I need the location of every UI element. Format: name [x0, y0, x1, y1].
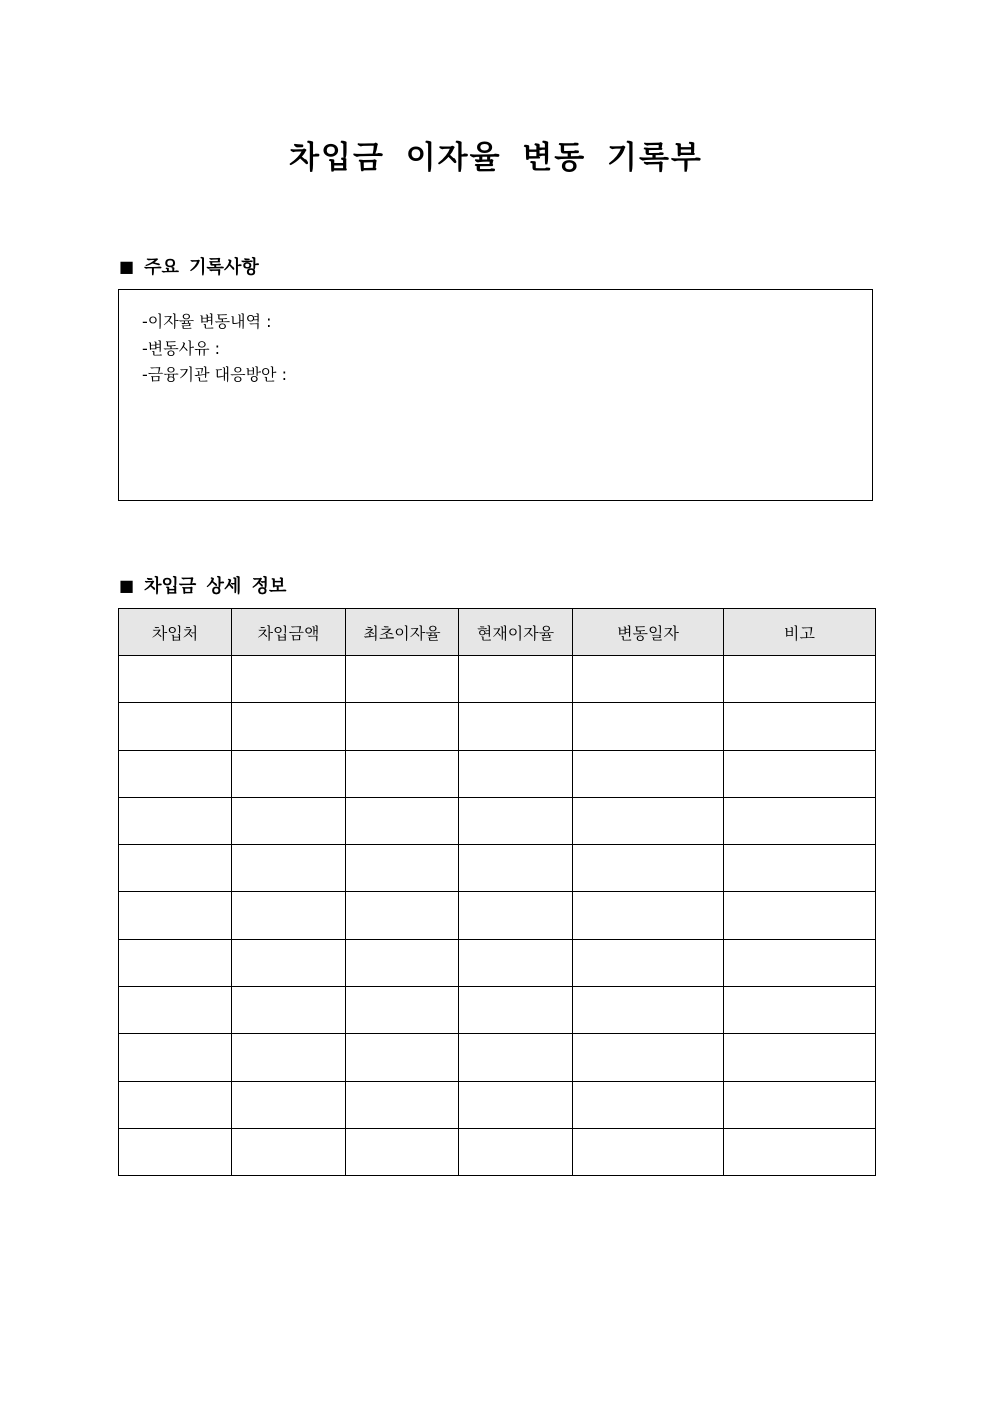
- table-cell-change-date[interactable]: [573, 845, 724, 892]
- table-cell-change-date[interactable]: [573, 1081, 724, 1128]
- table-cell-remarks[interactable]: [724, 1034, 876, 1081]
- record-line-bank-response: -금융기관 대응방안 :: [142, 365, 287, 384]
- table-cell-initial-rate[interactable]: [346, 1034, 459, 1081]
- table-cell-remarks[interactable]: [724, 1128, 876, 1175]
- square-bullet-icon: ■: [119, 256, 135, 276]
- table-cell-current-rate[interactable]: [459, 797, 573, 844]
- table-cell-lender[interactable]: [119, 845, 232, 892]
- table-row: [119, 750, 876, 797]
- section-heading-label: 차입금 상세 정보: [144, 576, 287, 597]
- table-cell-current-rate[interactable]: [459, 703, 573, 750]
- table-cell-lender[interactable]: [119, 703, 232, 750]
- table-cell-loan-amount[interactable]: [232, 892, 346, 939]
- column-header-remarks: 비고: [724, 609, 876, 656]
- table-row: [119, 1034, 876, 1081]
- table-cell-loan-amount[interactable]: [232, 845, 346, 892]
- table-cell-remarks[interactable]: [724, 1081, 876, 1128]
- table-cell-loan-amount[interactable]: [232, 1034, 346, 1081]
- table-cell-current-rate[interactable]: [459, 845, 573, 892]
- records-box[interactable]: [118, 289, 873, 501]
- table-cell-current-rate[interactable]: [459, 1034, 573, 1081]
- table-cell-lender[interactable]: [119, 1128, 232, 1175]
- record-line-rate-change: -이자율 변동내역 :: [142, 312, 272, 331]
- table-cell-lender[interactable]: [119, 750, 232, 797]
- table-row: [119, 1128, 876, 1175]
- section-heading-records: [119, 253, 259, 279]
- table-cell-change-date[interactable]: [573, 939, 724, 986]
- table-cell-loan-amount[interactable]: [232, 656, 346, 703]
- table-cell-loan-amount[interactable]: [232, 987, 346, 1034]
- column-header-current-rate: 현재이자율: [459, 609, 573, 656]
- table-cell-initial-rate[interactable]: [346, 892, 459, 939]
- loan-detail-table: [118, 608, 876, 1176]
- table-cell-remarks[interactable]: [724, 845, 876, 892]
- table-cell-initial-rate[interactable]: [346, 1081, 459, 1128]
- table-cell-change-date[interactable]: [573, 892, 724, 939]
- section-heading-details: [119, 572, 286, 598]
- column-header-change-date: 변동일자: [573, 609, 724, 656]
- table-cell-current-rate[interactable]: [459, 892, 573, 939]
- record-line-reason: -변동사유 :: [142, 338, 221, 358]
- table-cell-loan-amount[interactable]: [232, 1081, 346, 1128]
- table-row: [119, 1081, 876, 1128]
- table-cell-change-date[interactable]: [573, 797, 724, 844]
- section-heading-label: 주요 기록사항: [144, 257, 259, 278]
- table-cell-loan-amount[interactable]: [232, 939, 346, 986]
- table-header-row: [119, 609, 876, 656]
- table-cell-current-rate[interactable]: [459, 1128, 573, 1175]
- table-cell-change-date[interactable]: [573, 1128, 724, 1175]
- table-cell-current-rate[interactable]: [459, 939, 573, 986]
- table-cell-remarks[interactable]: [724, 987, 876, 1034]
- table-cell-initial-rate[interactable]: [346, 845, 459, 892]
- table-cell-lender[interactable]: [119, 939, 232, 986]
- table-cell-change-date[interactable]: [573, 987, 724, 1034]
- table-cell-remarks[interactable]: [724, 892, 876, 939]
- column-header-loan-amount: 차입금액: [232, 609, 346, 656]
- table-cell-lender[interactable]: [119, 987, 232, 1034]
- table-cell-current-rate[interactable]: [459, 1081, 573, 1128]
- table-cell-change-date[interactable]: [573, 750, 724, 797]
- table-cell-change-date[interactable]: [573, 703, 724, 750]
- table-cell-initial-rate[interactable]: [346, 750, 459, 797]
- table-cell-loan-amount[interactable]: [232, 1128, 346, 1175]
- table-cell-initial-rate[interactable]: [346, 1128, 459, 1175]
- table-cell-lender[interactable]: [119, 1081, 232, 1128]
- table-cell-change-date[interactable]: [573, 656, 724, 703]
- table-cell-lender[interactable]: [119, 892, 232, 939]
- table-row: [119, 797, 876, 844]
- table-cell-lender[interactable]: [119, 797, 232, 844]
- table-cell-current-rate[interactable]: [459, 750, 573, 797]
- table-cell-loan-amount[interactable]: [232, 797, 346, 844]
- table-cell-remarks[interactable]: [724, 703, 876, 750]
- table-row: [119, 987, 876, 1034]
- table-row: [119, 845, 876, 892]
- table-row: [119, 703, 876, 750]
- table-cell-current-rate[interactable]: [459, 987, 573, 1034]
- table-cell-initial-rate[interactable]: [346, 797, 459, 844]
- table-cell-initial-rate[interactable]: [346, 703, 459, 750]
- column-header-lender: 차입처: [119, 609, 232, 656]
- table-cell-loan-amount[interactable]: [232, 750, 346, 797]
- table-row: [119, 892, 876, 939]
- table-body: [119, 656, 876, 1176]
- table-row: [119, 656, 876, 703]
- column-header-initial-rate: 최초이자율: [346, 609, 459, 656]
- table-cell-change-date[interactable]: [573, 1034, 724, 1081]
- table-cell-initial-rate[interactable]: [346, 939, 459, 986]
- table-cell-loan-amount[interactable]: [232, 703, 346, 750]
- square-bullet-icon: ■: [119, 575, 135, 595]
- table-cell-initial-rate[interactable]: [346, 987, 459, 1034]
- table-cell-lender[interactable]: [119, 1034, 232, 1081]
- document-title: 차입금 이자율 변동 기록부: [289, 140, 703, 176]
- table-cell-initial-rate[interactable]: [346, 656, 459, 703]
- table-cell-remarks[interactable]: [724, 797, 876, 844]
- table-cell-lender[interactable]: [119, 656, 232, 703]
- table-cell-current-rate[interactable]: [459, 656, 573, 703]
- table-cell-remarks[interactable]: [724, 750, 876, 797]
- table-cell-remarks[interactable]: [724, 656, 876, 703]
- table-cell-remarks[interactable]: [724, 939, 876, 986]
- table-row: [119, 939, 876, 986]
